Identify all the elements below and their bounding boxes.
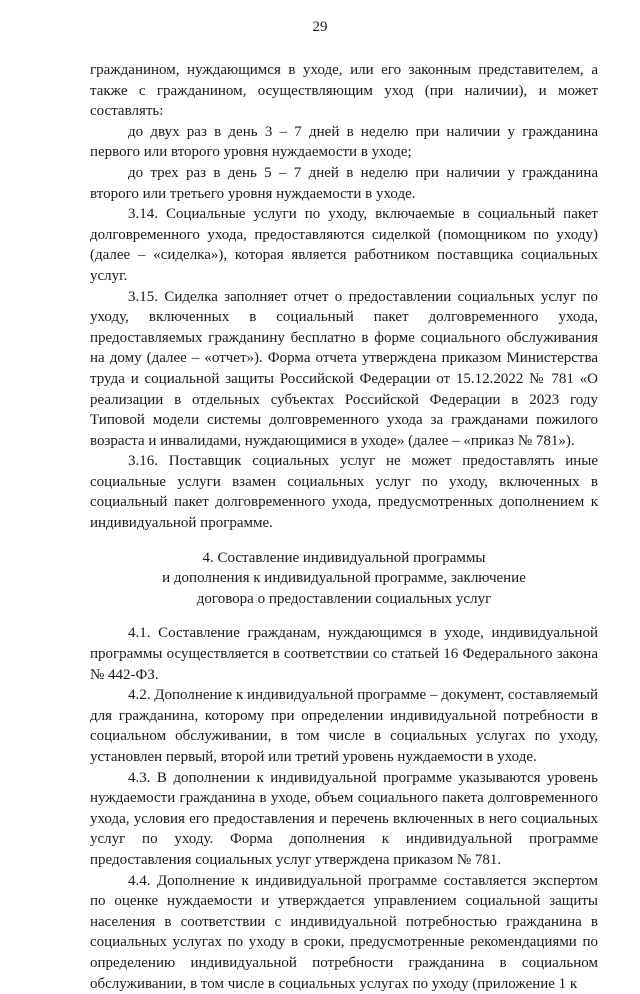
section-3-paragraphs	[90, 60, 598, 534]
paragraph: 4.3. В дополнении к индивидуальной программе указываются уровень нуждаемости гражданина в уходе, объем социального пакета долговременного ухода, условия его предоставления и перечень включенных в него социальных услуг по уходу. Форма дополнения к индивидуальной программе предоставления социальных услуг утверждена приказом № 781.	[90, 769, 598, 868]
paragraph: до двух раз в день 3 – 7 дней в неделю при наличии у гражданина первого или второго уровня нуждаемости в уходе;	[90, 123, 598, 161]
paragraph: 3.14. Социальные услуги по уходу, включаемые в социальный пакет долговременного ухода, предоставляются сиделкой (помощником по уходу) (далее – «сиделка»), которая является работником поставщика социальных услуг.	[90, 206, 598, 284]
document-body	[90, 60, 598, 994]
paragraph: 4.1. Составление гражданам, нуждающимся в уходе, индивидуальной программы осуществляется в соответствии со статьей 16 Федерального закона № 442-ФЗ.	[90, 625, 598, 683]
paragraph: 4.4. Дополнение к индивидуальной программе составляется экспертом по оценке нуждаемости и утверждается управлением социальной защиты населения в соответствии с индивидуальной потребностью гражданина в социальных услугах по уходу в сроки, предусмотренные рекомендациями по определению индивидуальной потребности гражданина в социальном обслуживании, в том числе в социальных услугах по уходу (приложение 1 к	[90, 872, 598, 992]
section-heading-line: и дополнения к индивидуальной программе, заключение	[162, 570, 526, 587]
section-heading-line: 4. Составление индивидуальной программы	[202, 549, 486, 566]
paragraph: 3.16. Поставщик социальных услуг не может предоставлять иные социальные услуги взамен социальных услуг по уходу, включенных в социальный пакет долговременного ухода, предусмотренных дополнением к индивидуальной программе.	[90, 453, 598, 532]
paragraph: 4.2. Дополнение к индивидуальной программе – документ, составляемый для гражданина, которому при определении индивидуальной потребности в социальном обслуживании, в том числе в социальных услугах по уходу, установлен первый, второй или третий уровень нуждаемости в уходе.	[90, 687, 598, 765]
section-heading-line: договора о предоставлении социальных услуг	[196, 590, 492, 607]
section-4-paragraphs	[90, 623, 598, 994]
section-heading	[90, 548, 598, 610]
paragraph: 3.15. Сиделка заполняет отчет о предоставлении социальных услуг по уходу, включенных в социальный пакет долговременного ухода, предоставляемых гражданину бесплатно в форме социального обслуживания на дому (далее – «отчет»). Форма отчета утверждена приказом Министерства труда и социальной защиты Российской Федерации от 15.12.2022 № 781 «О реализации в отдельных субъектах Российской Федерации в 2023 году Типовой модели системы долговременного ухода за гражданами пожилого возраста и инвалидами, нуждающимися в уходе» (далее – «приказ № 781»).	[90, 288, 598, 449]
page-number: 29	[312, 19, 328, 35]
paragraph: до трех раз в день 5 – 7 дней в неделю при наличии у гражданина второго или третьего уровня нуждаемости в уходе.	[90, 164, 598, 202]
paragraph: гражданином, нуждающимся в уходе, или его законным представителем, а также с гражданином, осуществляющим уход (при наличии), и может составлять:	[90, 62, 598, 120]
